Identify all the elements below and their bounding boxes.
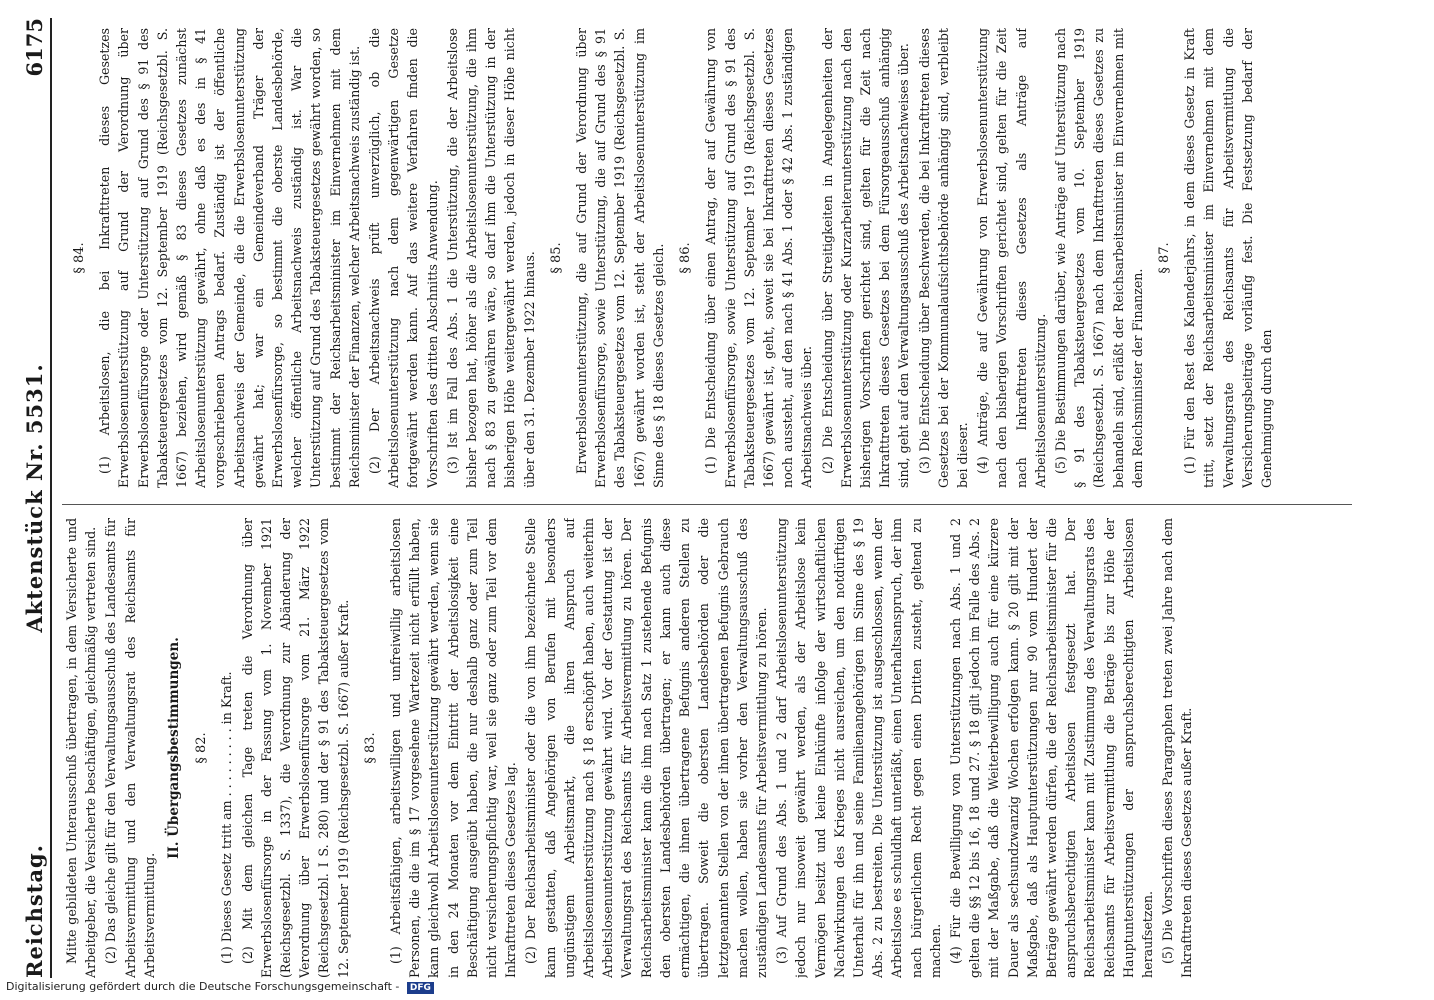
footer-text: Digitalisierung gefördert durch die Deutsche Forschungsgemeinschaft - xyxy=(6,980,400,993)
section-heading: § 87. xyxy=(1156,242,1172,274)
subheading: II. Übergangsbestimmungen. xyxy=(166,637,183,859)
paragraph: (2) Das gleiche gilt für den Verwaltungsausschuß des Landesamts für Arbeitsvermittlung und den Verwaltungsrat des Reichsamts für Arbeitsvermittlung. xyxy=(103,518,157,978)
paragraph: (1) Die Entscheidung über einen Antrag, der auf Gewährung von Erwerbslosenfürsorge, sowie Unterstützung auf Grund des § 91 des Tabaksteuergesetzes vom 12. September 1919 (Reichsgesetzbl. S. 1667) gewährt ist, geht, soweit sie bei Inkrafttreten dieses Gesetzes noch aussteht, auf den nach § 41 Abs. 1 oder § 42 Abs. 1 zuständigen Arbeitsnachweis über. xyxy=(703,28,815,488)
paragraph: Mitte gebildeten Unterausschuß übertragen, in dem Versicherte und Arbeitgeber, die Versicherte beschäftigen, gleichmäßig vertreten sind. xyxy=(64,518,99,978)
paragraph: (2) Die Entscheidung über Streitigkeiten in Angelegenheiten der Erwerbslosenunterstützung oder Kurzarbeiterunterstützung nach den bisherigen Vorschriften gerichtet sind, gelten für die Zeit nach Inkrafttreten dieses Gesetzes bei dem Fürsorgeausschuß anhängig sind, geht auf den Verwaltungsausschuß des Arbeitsnachweises über. xyxy=(819,28,912,488)
section-heading: § 86. xyxy=(678,242,694,274)
page-number: 6175 xyxy=(22,18,47,77)
paragraph: (3) Ist im Fall des Abs. 1 die Unterstützung, die der Arbeitslose bisher bezogen hat, höher als die Arbeitslosenunterstützung, die ihm nach § 83 zu gewähren wäre, so darf ihm die Unterstützung in der bisherigen Höhe weitergewährt werden, jedoch in dieser Höhe nicht über den 31. Dezember 1922 hinaus. xyxy=(444,28,537,488)
paragraph: (2) Der Reichsarbeitsminister oder die von ihm bezeichnete Stelle kann gestatten, daß Angehörigen von Berufen mit besonders ungünstigem Arbeitsmarkt, die ihren Anspruch auf Arbeitslosenunterstützung nach § 18 erschöpft haben, auch weiterhin Arbeitslosenunterstützung gewährt wird. Vor der Gestattung ist der Verwaltungsrat des Reichsamts für Arbeitsvermittlung zu hören. Der Reichsarbeitsminister kann die ihm nach Satz 1 zustehende Befugnis den obersten Landesbehörden übertragen; er kann auch diese ermächtigen, die ihnen übertragene Befugnis anderen Stellen zu übertragen. Soweit die obersten Landesbehörden oder die letztgenannten Stellen von der ihnen übertragenen Befugnis Gebrauch machen wollen, haben sie vorher den Verwaltungsausschuß des zuständigen Landesamts für Arbeitsvermittlung zu hören. xyxy=(523,518,769,978)
paragraph: (3) Auf Grund des Abs. 1 und 2 darf Arbeitslosenunterstützung jedoch nur insoweit gewährt werden, als der Arbeitslose kein Vermögen besitzt und keine Einkünfte infolge der wirtschaftlichen Nachwirkungen des Krieges nicht ausreichen, um den notdürftigen Unterhalt für ihn und seine Familienangehörigen im Sinne des § 19 Abs. 2 zu bestreiten. Die Unterstützung ist ausgeschlossen, wenn der Arbeitslose es schuldhaft unterläßt, einen Unterhaltsanspruch, der ihm nach bürgerlichem Recht gegen einen Dritten zusteht, geltend zu machen. xyxy=(774,518,943,978)
dfg-logo: DFG xyxy=(407,982,434,994)
paragraph: (5) Die Vorschriften dieses Paragraphen treten zwei Jahre nach dem Inkrafttreten dieses Gesetzes außer Kraft. xyxy=(1160,518,1195,978)
section-heading: § 82. xyxy=(194,732,210,764)
paragraph: (1) Arbeitsfähigen, arbeitswilligen und unfreiwillig arbeitslosen Personen, die die im § 17 vorgesehene Wartezeit nicht erfüllt haben, kann gleichwohl Arbeitslosenunterstützung gewährt werden, wenn sie in den 24 Monaten vor dem Eintritt der Arbeitslosigkeit eine Beschäftigung ausgeübt haben, die nur deshalb ganz oder zum Teil nicht versicherungspflichtig war, weil sie ganz oder zum Teil vor dem Inkrafttreten dieses Gesetzes lag. xyxy=(388,518,519,978)
header-title: Aktenstück Nr. 5531. xyxy=(22,363,47,633)
paragraph: (4) Anträge, die auf Gewährung von Erwerbslosenunterstützung nach den bisherigen Vorschriften gerichtet sind, gelten für die Zeit nach Inkrafttreten dieses Gesetzes als Anträge auf Arbeitslosenunterstützung. xyxy=(975,28,1048,488)
paragraph: (3) Die Entscheidung über Beschwerden, die bei Inkrafttreten dieses Gesetzes bei der Kommunalaufsichtsbehörde anhängig sind, verbleibt bei dieser. xyxy=(916,28,970,488)
section-heading: § 85. xyxy=(548,242,564,274)
section-heading: § 84. xyxy=(72,242,87,274)
paragraph: (5) Die Bestimmungen darüber, wie Anträge auf Unterstützung nach § 91 des Tabaksteuergesetzes vom 10. September 1919 (Reichsgesetzbl. S. 1667) nach dem Inkrafttreten dieses Gesetzes zu behandeln sind, erläßt der Reichsarbeitsminister im Einvernehmen mit dem Reichsminister der Finanzen. xyxy=(1052,28,1145,488)
right-column xyxy=(62,28,1362,488)
footer-credit xyxy=(6,980,434,994)
paragraph: (1) Für den Rest des Kalenderjahrs, in dem dieses Gesetz in Kraft tritt, setzt der Reichsarbeitsminister im Einvernehmen mit dem Verwaltungsrate des Reichsamts für Arbeitsvermittlung die Versicherungsbeiträge vorläufig fest. Die Festsetzung bedarf der Genehmigung durch den xyxy=(1182,28,1274,488)
header-left: Reichstag. xyxy=(22,844,47,978)
paragraph: (4) Für die Bewilligung von Unterstützungen nach Abs. 1 und 2 gelten die §§ 12 bis 16, 18 und 27. § 18 gilt jedoch im Falle des Abs. 2 mit der Maßgabe, daß die Weiterbewilligung auch für eine kürzere Dauer als sechsundzwanzig Wochen erfolgen kann. § 20 gilt mit der Maßgabe, daß als Hauptunterstützungen nur 90 vom Hundert der Beträge gewährt werden dürfen, die der Reichsarbeitsminister für die anspruchsberechtigten Arbeitslosen festgesetzt hat. Der Reichsarbeitsminister kann mit Zustimmung des Verwaltungsrats des Reichsamts für Arbeitsvermittlung die Beträge bis zur Höhe der Hauptunterstützungen der anspruchsberechtigten Arbeitslosen heraufsetzen. xyxy=(947,518,1155,978)
section-heading: § 83. xyxy=(362,732,378,764)
paragraph: (1) Dieses Gesetz tritt am . . . . . . . . . in Kraft. xyxy=(219,671,235,964)
paragraph: Erwerbslosenunterstützung, die auf Grund der Verordnung über Erwerbslosenfürsorge, sowie Unterstützung, die auf Grund des § 91 des Tabaksteuergesetzes vom 12. September 1919 (Reichsgesetzbl. S. 1667) gewährt worden ist, steht der Arbeitslosenunterstützung im Sinne des § 18 dieses Gesetzes gleich. xyxy=(574,28,666,488)
paragraph: (2) Der Arbeitsnachweis prüft unverzüglich, ob die Arbeitslosenunterstützung nach dem gegenwärtigen Gesetze fortgewährt werden kann. Auf das weitere Verfahren finden die Vorschriften des dritten Abschnitts Anwendung. xyxy=(367,28,440,488)
paragraph: (1) Arbeitslosen, die bei Inkrafttreten dieses Gesetzes Erwerbslosenunterstützung auf Grund der Verordnung über Erwerbslosenfürsorge oder Unterstützung auf Grund des § 91 des Tabaksteuergesetzes vom 12. September 1919 (Reichsgesetzbl. S. 1667) beziehen, wird gemäß § 83 dieses Gesetzes zunächst Arbeitslosenunterstützung gewährt, ohne daß es des in § 41 vorgeschriebenen Antrags bedarf. Zuständig ist der öffentliche Arbeitsnachweis der Gemeinde, die die Erwerbslosenunterstützung gewährt hat; war ein Gemeindeverband Träger der Erwerbslosenfürsorge, so bestimmt die oberste Landesbehörde, welcher öffentliche Arbeitsnachweis zuständig ist. War die Unterstützung auf Grund des Tabaksteuergesetzes gewährt worden, so bestimmt der Reichsarbeitsminister im Einvernehmen mit dem Reichsminister der Finanzen, welcher Arbeitsnachweis zuständig ist. xyxy=(97,28,362,488)
left-column xyxy=(62,518,1362,978)
column-divider xyxy=(62,504,1352,505)
paragraph: (2) Mit dem gleichen Tage treten die Verordnung über Erwerbslosenfürsorge in der Fassung vom 1. November 1921 (Reichsgesetzbl. S. 1337), die Verordnung zur Abänderung der Verordnung über Erwerbslosenfürsorge vom 21. März 1922 (Reichsgesetzbl. I S. 280) und der § 91 des Tabaksteuergesetzes vom 12. September 1919 (Reichsgesetzbl. S. 1667) außer Kraft. xyxy=(239,518,351,978)
page-header xyxy=(16,18,52,978)
